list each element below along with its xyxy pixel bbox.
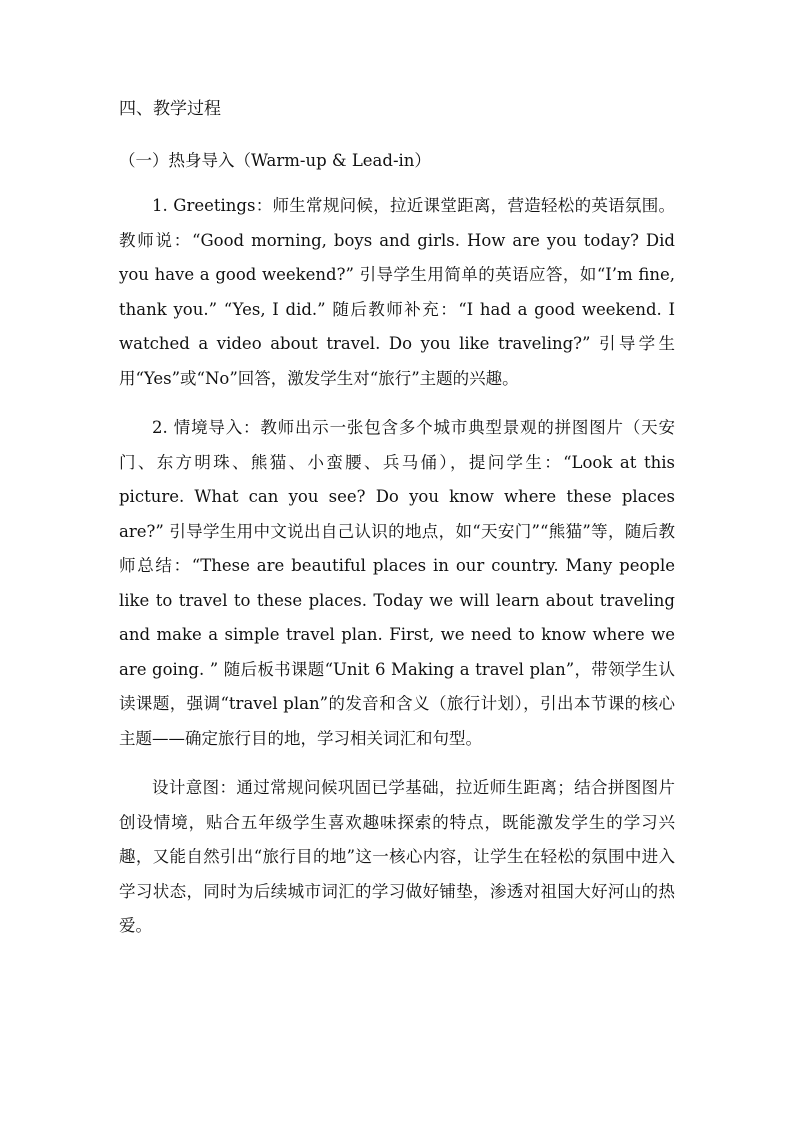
subsection-title: （一）热身导入（Warm-up & Lead-in） — [119, 151, 431, 170]
paragraph-greetings: 1. Greetings：师生常规问候，拉近课堂距离，营造轻松的英语氛围。教师说：“Good morning, boys and girls. How are you today? Did you have a good weekend?” 引导学生用简单的英语应答，如“I’m fine, thank you.” “Yes, I did.” 随后教师补充：“I had a good weekend. I watched a video about travel. Do you like traveling?” 引导学生用“Yes”或“No”回答，激发学生对“旅行”主题的兴趣。 — [119, 196, 675, 388]
section-title: 四、教学过程 — [119, 99, 221, 119]
paragraph-design-intent: 设计意图：通过常规问候巩固已学基础，拉近师生距离；结合拼图图片创设情境，贴合五年级学生喜欢趣味探索的特点，既能激发学生的学习兴趣，又能自然引出“旅行目的地”这一核心内容，让学生在轻松的氛围中进入学习状态，同时为后续城市词汇的学习做好铺垫，渗透对祖国大好河山的热爱。 — [119, 778, 675, 935]
paragraph-situational-lead-in: 2. 情境导入：教师出示一张包含多个城市典型景观的拼图图片（天安门、东方明珠、熊猫、小蛮腰、兵马俑），提问学生：“Look at this picture. What can you see? Do you know where these places are?” 引导学生用中文说出自己认识的地点，如“天安门”“熊猫”等，随后教师总结：“These are beautiful places in our country. Many people like to travel to these places. Today we will learn about traveling and make a simple travel plan. First, we need to know where we are going. ” 随后板书课题“Unit 6 Making a travel plan”，带领学生认读课题，强调“travel plan”的发音和含义（旅行计划），引出本节课的核心主题——确定旅行目的地，学习相关词汇和句型。 — [119, 418, 675, 748]
